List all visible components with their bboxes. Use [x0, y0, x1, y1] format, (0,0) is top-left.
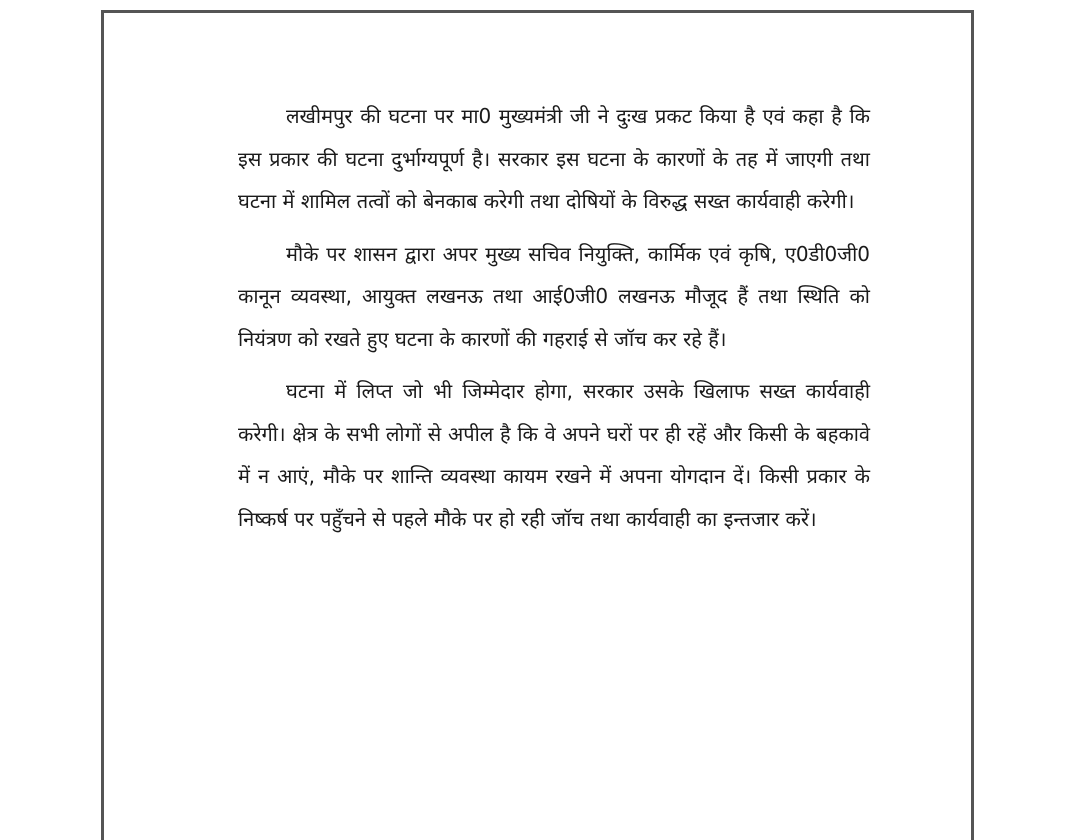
paragraph-3: घटना में लिप्त जो भी जिम्मेदार होगा, सरकार उसके खिलाफ सख्त कार्यवाही करेगी। क्षेत्र के सभी लोगों से अपील है कि वे अपने घरों पर ही रहें और किसी के बहकावे में न आएं, मौके पर शान्ति व्यवस्था कायम रखने में अपना योगदान दें। किसी प्रकार के निष्कर्ष पर पहुँचने से पहले मौके पर हो रही जॉच तथा कार्यवाही का इन्तजार करें।: [238, 379, 870, 531]
paragraph-1: लखीमपुर की घटना पर मा0 मुख्यमंत्री जी ने दुःख प्रकट किया है एवं कहा है कि इस प्रकार की घटना दुर्भाग्यपूर्ण है। सरकार इस घटना के कारणों के तह में जाएगी तथा घटना में शामिल तत्वों को बेनकाब करेगी तथा दोषियों के विरुद्ध सख्त कार्यवाही करेगी।: [238, 104, 870, 213]
paragraph-2: मौके पर शासन द्वारा अपर मुख्य सचिव नियुक्ति, कार्मिक एवं कृषि, ए0डी0जी0 कानून व्यवस्था, आयुक्त लखनऊ तथा आई0जी0 लखनऊ मौजूद हैं तथा स्थिति को नियंत्रण को रखते हुए घटना के कारणों की गहराई से जॉच कर रहे हैं।: [238, 241, 870, 351]
document-body: [238, 95, 870, 550]
document-page: [101, 10, 974, 840]
